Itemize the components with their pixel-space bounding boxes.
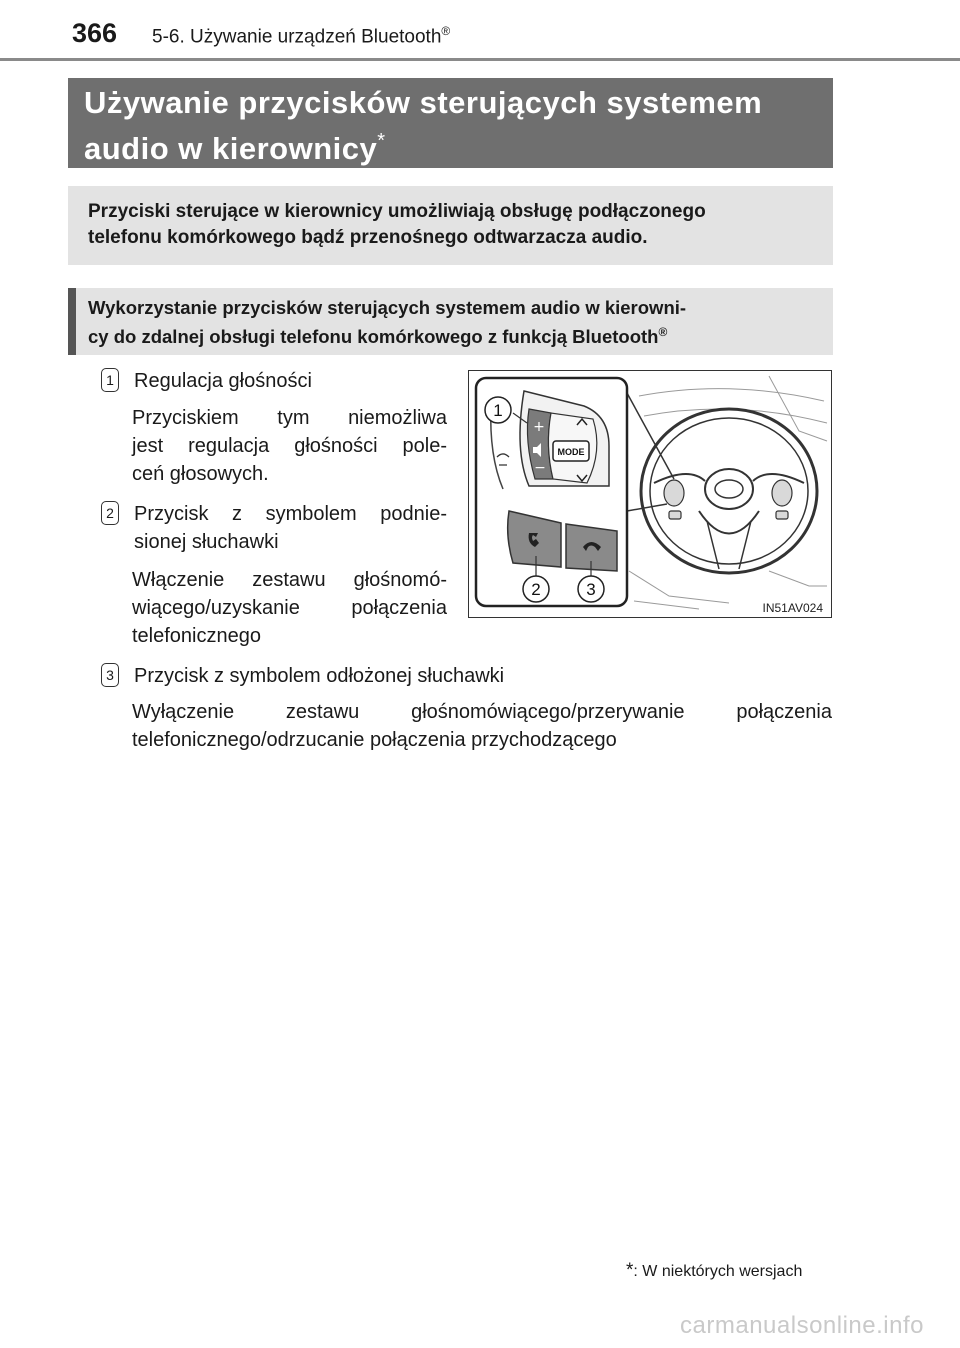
intro-line-2: telefonu komórkowego bądź przenośnego odtwarzacza audio. (88, 227, 648, 248)
item-3-desc-line-2: telefonicznego/odrzucanie połączenia przychodzącego (132, 729, 617, 751)
title-line-1: Używanie przycisków sterujących systemem (84, 85, 763, 120)
running-header (152, 24, 450, 48)
item-1-label: Regulacja głośności (134, 370, 312, 392)
item-number-1: 1 (101, 368, 119, 392)
watermark-text: carmanualsonline.info (680, 1312, 924, 1339)
svg-text:1: 1 (493, 401, 503, 420)
item-2-desc-line-2: wiącego/uzyskanie połączenia (132, 597, 447, 619)
registered-mark: ® (441, 24, 451, 38)
callout-3 (578, 576, 604, 602)
header-rule (0, 58, 960, 61)
page-number: 366 (72, 18, 118, 48)
svg-text:2: 2 (531, 580, 541, 599)
item-2-label-line-2: sionej słuchawki (134, 531, 279, 553)
volume-minus-icon: − (534, 460, 546, 476)
callout-1 (485, 397, 511, 423)
item-1-desc-line-3: ceń głosowych. (132, 463, 269, 485)
subheading-box (68, 288, 833, 355)
steering-wheel-figure (468, 370, 832, 618)
volume-plus-icon: + (533, 419, 545, 435)
watermark (0, 1308, 960, 1348)
item-number-2: 2 (101, 501, 119, 525)
section-title: 5-6. Używanie urządzeń Bluetooth (152, 26, 442, 48)
item-1-desc-line-2: jest regulacja głośności pole- (132, 435, 447, 457)
item-2-desc-line-3: telefonicznego (132, 625, 261, 647)
wheel-button-pads (664, 480, 792, 519)
footnote-asterisk: * (626, 1260, 634, 1281)
item-3-desc-line-1: Wyłączenie zestawu głośnomówiącego/przerywanie połączenia (132, 701, 832, 723)
subheading-line-2 (88, 320, 833, 349)
title-asterisk: * (377, 130, 386, 152)
subheading-line-1: Wykorzystanie przycisków sterujących systemem audio w kierowni- (88, 297, 687, 318)
title-line-2-text: audio w kierownicy (84, 131, 378, 166)
footnote (626, 1260, 802, 1282)
item-1-desc-line-1: Przyciskiem tym niemożliwa (132, 407, 447, 429)
section-title-box (68, 78, 833, 168)
item-2-desc-line-1: Włączenie zestawu głośnomó- (132, 569, 447, 591)
callout-2 (523, 576, 549, 602)
subheading-line-2-text: cy do zdalnej obsługi telefonu komórkowego z funkcją Bluetooth (88, 326, 659, 348)
svg-text:3: 3 (586, 580, 596, 599)
item-2-label-line-1: Przycisk z symbolem podnie- (134, 503, 447, 525)
intro-box (68, 186, 833, 265)
mode-button-label: MODE (557, 447, 585, 457)
intro-line-1: Przyciski sterujące w kierownicy umożliwiają obsługę podłączonego (88, 201, 706, 222)
subheading-registered-mark: ® (658, 325, 668, 339)
title-line-2 (84, 122, 817, 168)
footnote-text: : W niektórych wersjach (633, 1263, 803, 1280)
figure-code: IN51AV024 (762, 601, 823, 615)
steering-wheel-illustration (469, 371, 830, 616)
item-3-label: Przycisk z symbolem odłożonej słuchawki (134, 665, 505, 687)
item-number-3: 3 (101, 663, 119, 687)
